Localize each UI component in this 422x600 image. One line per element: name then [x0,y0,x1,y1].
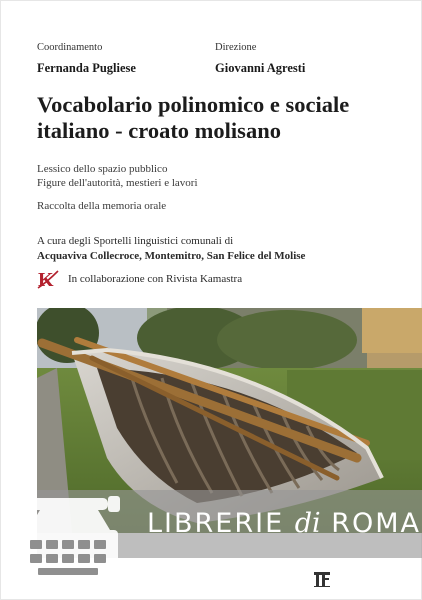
curator-intro: A cura degli Sportelli linguistici comunali di [37,235,234,247]
coordination-label: Coordinamento [37,42,103,53]
watermark-text [147,508,421,539]
k-logo-letter: K [38,269,54,290]
watermark-word-roma: ROMA [320,508,422,539]
coordination-name: Fernanda Pugliese [37,61,136,75]
curator-towns: Acquaviva Collecroce, Montemitro, San Felice del Molise [37,250,306,262]
k-logo-icon [37,268,59,290]
credits [37,42,397,82]
watermark-word-di: di [294,508,321,539]
title-line-1: Vocabolario polinomico e sociale [37,92,350,117]
description-line-3: Raccolta della memoria orale [37,200,167,212]
collaboration-line [37,268,242,290]
watermark-word-librerie: LIBRERIE [147,508,295,539]
typewriter-icon [0,490,140,590]
direction-label: Direzione [215,42,257,53]
title-line-2: italiano - croato molisano [37,118,281,143]
direction-name: Giovanni Agresti [215,61,306,75]
coordination-credit [37,42,136,76]
book-title [37,92,397,144]
description-line-1: Lessico dello spazio pubblico [37,163,168,175]
book-description [37,162,377,213]
description-line-2: Figure dell'autorità, mestieri e lavori [37,177,198,189]
publisher-logo-icon [313,570,331,588]
collaboration-text: In collaborazione con Rivista Kamastra [68,273,243,285]
direction-credit [215,42,305,76]
curator-credit [37,234,397,264]
